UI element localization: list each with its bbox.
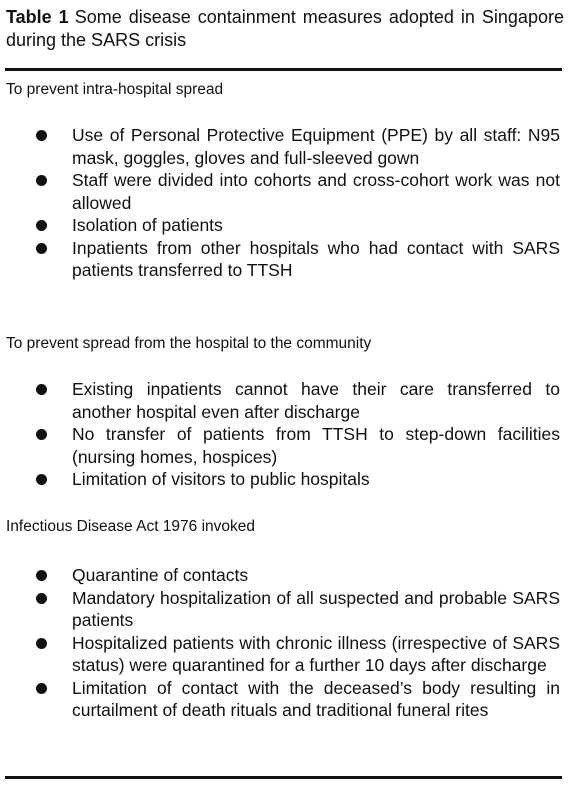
list-item-text: Limitation of contact with the deceased’s body resulting in curtailment of death rituals and traditional funeral rites (72, 677, 560, 720)
bullet-icon (36, 593, 47, 604)
section-list-infectious-disease-act (0, 564, 576, 722)
table-caption (6, 6, 564, 52)
section-heading-community: To prevent spread from the hospital to the community (6, 335, 372, 352)
table-top-rule (5, 68, 562, 71)
list-item (0, 677, 576, 722)
list-item (0, 632, 576, 677)
list-item (0, 169, 576, 214)
list-item-text: Hospitalized patients with chronic illness (irrespective of SARS status) were quarantined for a further 10 days after discharge (72, 632, 560, 675)
bullet-icon (36, 638, 47, 649)
list-item-text: Isolation of patients (72, 215, 223, 235)
list-item (0, 214, 576, 237)
section-heading-intra-hospital: To prevent intra-hospital spread (6, 81, 224, 98)
table-caption-text: Some disease containment measures adopted in Singapore during the SARS crisis (6, 7, 564, 50)
bullet-icon (36, 175, 47, 186)
list-item (0, 423, 576, 468)
list-item (0, 587, 576, 632)
section-heading-infectious-disease-act: Infectious Disease Act 1976 invoked (6, 518, 256, 535)
list-item (0, 564, 576, 587)
bullet-icon (36, 220, 47, 231)
list-item-text: Use of Personal Protective Equipment (PPE) by all staff: N95 mask, goggles, gloves and full-sleeved gown (72, 125, 560, 168)
bullet-icon (36, 474, 47, 485)
bullet-icon (36, 130, 47, 141)
section-list-intra-hospital (0, 124, 576, 282)
list-item (0, 237, 576, 282)
list-item-text: Quarantine of contacts (72, 565, 249, 585)
list-item-text: Mandatory hospitalization of all suspected and probable SARS patients (72, 587, 560, 630)
list-item-text: Staff were divided into cohorts and cross-cohort work was not allowed (72, 170, 560, 213)
bullet-icon (36, 429, 47, 440)
table-label: Table 1 (6, 7, 69, 27)
list-item (0, 124, 576, 169)
bullet-icon (36, 384, 47, 395)
bullet-icon (36, 570, 47, 581)
list-item-text: No transfer of patients from TTSH to step-down facilities (nursing homes, hospices) (72, 424, 560, 467)
table-bottom-rule (5, 776, 562, 779)
bullet-icon (36, 683, 47, 694)
list-item-text: Limitation of visitors to public hospitals (72, 469, 370, 489)
list-item (0, 378, 576, 423)
list-item (0, 468, 576, 491)
list-item-text: Existing inpatients cannot have their care transferred to another hospital even after discharge (72, 379, 560, 422)
bullet-icon (36, 243, 47, 254)
section-list-community (0, 378, 576, 491)
list-item-text: Inpatients from other hospitals who had contact with SARS patients transferred to TTSH (72, 237, 560, 280)
